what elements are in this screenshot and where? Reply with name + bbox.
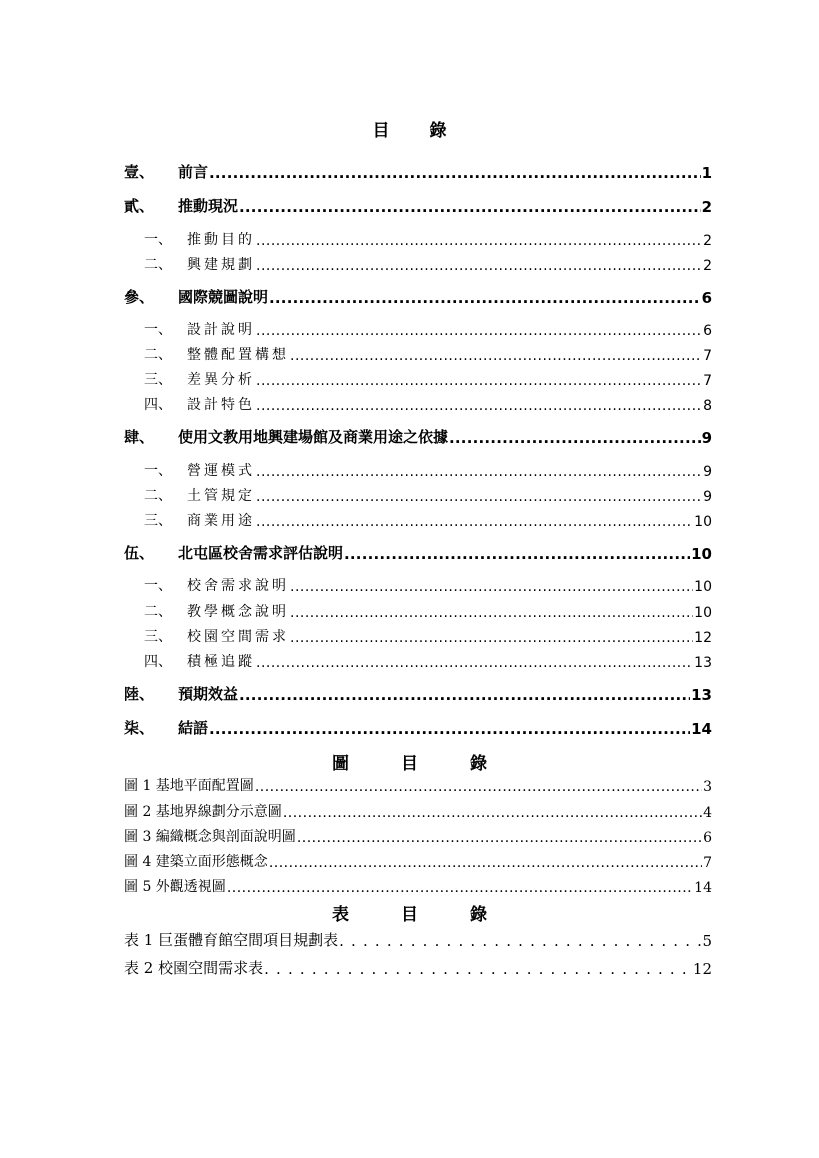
toc-subentry[interactable]: [124, 647, 712, 671]
dot-leader: [227, 880, 693, 896]
toc-heading-char-2: 錄: [429, 121, 447, 141]
toc-subentry[interactable]: [124, 597, 712, 621]
toc-subentry[interactable]: [124, 340, 712, 364]
table-entry-page: 5: [702, 932, 712, 950]
dot-leader: [239, 198, 701, 216]
toc-entry[interactable]: [124, 158, 712, 182]
toc-subentry[interactable]: [124, 481, 712, 505]
toc-entry-title: 北屯區校舍需求評估說明: [178, 544, 344, 562]
figures-heading-char-2: 目: [401, 754, 418, 774]
toc-subentry-number: 一、: [144, 322, 172, 338]
toc-subentry-number: 三、: [144, 513, 172, 529]
toc-subentry-page: 2: [703, 233, 712, 249]
toc-entry[interactable]: [124, 423, 712, 447]
toc-subentry-title: 整體配置構想: [187, 347, 289, 363]
toc-entry-page: 6: [701, 289, 712, 307]
figure-entry[interactable]: [124, 847, 712, 871]
toc-subentry[interactable]: [124, 622, 712, 646]
figures-heading-char-1: 圖: [332, 754, 349, 774]
toc-subentry-number: 二、: [144, 347, 172, 363]
dot-leader: [344, 545, 690, 563]
toc-entry[interactable]: [124, 192, 712, 216]
toc-subentry-number: 一、: [144, 463, 172, 479]
figure-entry-title: 圖 3 編織概念與剖面說明圖: [124, 829, 296, 845]
toc-entry-title: 前言: [178, 163, 209, 181]
toc-entry[interactable]: [124, 283, 712, 307]
toc-subentry-page: 13: [694, 655, 712, 671]
tables-heading-char-3: 錄: [470, 905, 487, 925]
toc-entry-number: 伍、: [124, 544, 155, 562]
toc-subentry-number: 一、: [144, 232, 172, 248]
toc-entry-page: 2: [701, 198, 712, 216]
figure-entry-page: 6: [703, 830, 712, 846]
toc-subentry-title: 校園空間需求: [187, 629, 289, 645]
toc-subentry-number: 二、: [144, 257, 172, 273]
toc-subentry-page: 10: [694, 514, 712, 530]
toc-subentry-number: 一、: [144, 578, 172, 594]
dot-leader: [290, 348, 702, 364]
toc-subentry-title: 設計特色: [187, 397, 255, 413]
dot-leader: [290, 579, 693, 595]
toc-subentry-page: 8: [703, 398, 712, 414]
toc-subentry-title: 商業用途: [187, 513, 255, 529]
toc-subentry-number: 四、: [144, 397, 172, 413]
toc-subentry-page: 10: [694, 605, 712, 621]
dot-leader: [264, 960, 692, 978]
figure-entry[interactable]: [124, 872, 712, 896]
toc-subentry[interactable]: [124, 225, 712, 249]
toc-subentry-title: 推動目的: [187, 232, 255, 248]
dot-leader: [290, 630, 693, 646]
toc-entry-title: 使用文教用地興建場館及商業用途之依據: [178, 428, 449, 446]
toc-subentry-number: 三、: [144, 372, 172, 388]
dot-leader: [256, 464, 702, 480]
table-entry-title: 表 1 巨蛋體育館空間項目規劃表: [124, 931, 339, 949]
toc-entry-number: 參、: [124, 288, 155, 306]
dot-leader: [449, 429, 701, 447]
dot-leader: [256, 323, 702, 339]
toc-entry-number: 壹、: [124, 163, 155, 181]
dot-leader: [297, 830, 702, 846]
dot-leader: [290, 605, 693, 621]
figure-entry-title: 圖 2 基地界線劃分示意圖: [124, 804, 282, 820]
dot-leader: [256, 655, 693, 671]
dot-leader: [239, 686, 690, 704]
dot-leader: [209, 720, 690, 738]
dot-leader: [256, 398, 702, 414]
tables-heading-char-1: 表: [332, 905, 349, 925]
table-entry[interactable]: [124, 926, 712, 950]
toc-entry[interactable]: [124, 714, 712, 738]
dot-leader: [256, 373, 702, 389]
dot-leader: [209, 164, 701, 182]
toc-entry-title: 預期效益: [178, 685, 239, 703]
dot-leader: [255, 779, 702, 795]
toc-subentry-page: 12: [694, 630, 712, 646]
figure-entry[interactable]: [124, 822, 712, 846]
figure-entry-title: 圖 4 建築立面形態概念: [124, 854, 268, 870]
figures-heading-char-3: 錄: [470, 754, 487, 774]
dot-leader: [256, 489, 702, 505]
dot-leader: [283, 805, 702, 821]
dot-leader: [256, 514, 693, 530]
toc-subentry-page: 7: [703, 373, 712, 389]
toc-subentry-page: 10: [694, 579, 712, 595]
toc-entry-title: 推動現況: [178, 197, 239, 215]
toc-entry-page: 10: [691, 545, 712, 563]
toc-subentry-number: 三、: [144, 629, 172, 645]
dot-leader: [256, 258, 702, 274]
dot-leader: [339, 932, 701, 950]
toc-subentry[interactable]: [124, 506, 712, 530]
figure-entry[interactable]: [124, 771, 712, 795]
toc-subentry-title: 差異分析: [187, 372, 255, 388]
toc-entry-title: 國際競圖說明: [178, 288, 269, 306]
toc-subentry-page: 9: [703, 464, 712, 480]
toc-entry-page: 1: [701, 164, 712, 182]
tables-heading: [0, 900, 819, 925]
toc-entry[interactable]: [124, 539, 712, 563]
figure-entry-title: 圖 1 基地平面配置圖: [124, 778, 254, 794]
dot-leader: [256, 233, 702, 249]
toc-entry-number: 柒、: [124, 719, 155, 737]
figure-entry-title: 圖 5 外觀透視圖: [124, 879, 226, 895]
figure-entry-page: 7: [703, 855, 712, 871]
toc-subentry-page: 7: [703, 348, 712, 364]
table-entry-page: 12: [692, 960, 712, 978]
toc-entry-number: 陸、: [124, 685, 155, 703]
toc-subentry[interactable]: [124, 250, 712, 274]
table-entry-title: 表 2 校園空間需求表: [124, 959, 264, 977]
toc-subentry-title: 教學概念說明: [187, 604, 289, 620]
toc-subentry-title: 興建規劃: [187, 257, 255, 273]
toc-heading-char-1: 目: [372, 121, 390, 141]
toc-entry-number: 貳、: [124, 197, 155, 215]
tables-heading-char-2: 目: [401, 905, 418, 925]
toc-entry-page: 14: [691, 720, 712, 738]
toc-subentry[interactable]: [124, 456, 712, 480]
toc-subentry[interactable]: [124, 390, 712, 414]
toc-subentry-title: 設計說明: [187, 322, 255, 338]
toc-subentry-number: 二、: [144, 604, 172, 620]
figure-entry[interactable]: [124, 797, 712, 821]
toc-subentry-number: 二、: [144, 488, 172, 504]
toc-subentry-number: 四、: [144, 654, 172, 670]
toc-entry-number: 肆、: [124, 428, 155, 446]
dot-leader: [269, 289, 701, 307]
figure-entry-page: 14: [694, 880, 712, 896]
toc-entry-title: 結語: [178, 719, 209, 737]
toc-entry[interactable]: [124, 680, 712, 704]
toc-entry-page: 13: [691, 686, 712, 704]
toc-subentry-title: 積極追蹤: [187, 654, 255, 670]
toc-subentry[interactable]: [124, 365, 712, 389]
toc-subentry-title: 營運模式: [187, 463, 255, 479]
figure-entry-page: 4: [703, 805, 712, 821]
toc-subentry-page: 6: [703, 323, 712, 339]
toc-subentry-title: 校舍需求說明: [187, 578, 289, 594]
dot-leader: [269, 855, 702, 871]
toc-subentry-page: 9: [703, 489, 712, 505]
toc-subentry-page: 2: [703, 258, 712, 274]
table-entry[interactable]: [124, 954, 712, 978]
toc-heading: [0, 116, 819, 141]
toc-entry-page: 9: [701, 429, 712, 447]
toc-subentry-title: 土管規定: [187, 488, 255, 504]
figure-entry-page: 3: [703, 779, 712, 795]
toc-subentry[interactable]: [124, 315, 712, 339]
toc-subentry[interactable]: [124, 571, 712, 595]
